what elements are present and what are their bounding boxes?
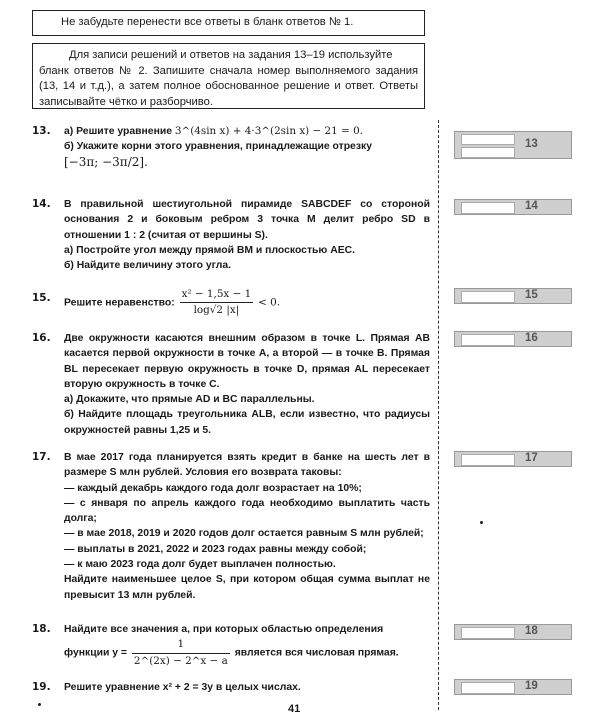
answer-box-label: 17: [525, 452, 538, 464]
answer-box-14[interactable]: [454, 199, 572, 215]
answer-box-label: 14: [525, 200, 538, 212]
answer-field[interactable]: [461, 291, 515, 303]
task-17-item: — к маю 2023 года долг будет выплачен полностью.: [64, 559, 336, 571]
answer-field[interactable]: [461, 627, 515, 639]
task-18-function-label: функции y =: [64, 647, 127, 659]
task-number: 16.: [32, 332, 51, 344]
task-18-fraction: [132, 637, 230, 669]
task-13-interval: [−3π; −3π/2].: [64, 154, 148, 169]
task-15-tail: < 0.: [258, 296, 281, 309]
task-16-part-a: а) Докажите, что прямые AD и BC параллельны.: [64, 394, 315, 406]
answer-box-18[interactable]: [454, 624, 572, 640]
task-18-tail: является вся числовая прямая.: [234, 647, 399, 659]
task-14: [32, 197, 430, 273]
task-19: [32, 680, 430, 695]
fraction-numerator: 1: [132, 637, 230, 653]
dashed-divider: [438, 120, 439, 710]
task-number: 15.: [32, 292, 51, 304]
answer-box-label: 16: [525, 332, 538, 344]
answer-box-16[interactable]: [454, 331, 572, 347]
task-number: 18.: [32, 623, 51, 635]
task-18: [32, 622, 430, 669]
answer-box-label: 18: [525, 625, 538, 637]
answer-field[interactable]: [461, 202, 515, 214]
task-number: 13.: [32, 125, 51, 137]
answer-field-2[interactable]: [461, 147, 515, 158]
task-number: 14.: [32, 198, 51, 210]
task-13-equation: 3^(4sin x) + 4·3^(2sin x) − 21 = 0.: [174, 125, 363, 137]
notice-transfer-answers: [32, 10, 425, 36]
task-17-question: Найдите наименьшее целое S, при котором общая сумма выплат не превысит 13 млн рублей.: [64, 574, 430, 601]
fraction-numerator: x² − 1,5x − 1: [180, 287, 254, 303]
task-14-text: В правильной шестиугольной пирамиде SABCDEF со стороной основания 2 и боковым ребром 3 точка M делит ребро SD в отношении 1 : 2 (считая от вершины S).: [64, 199, 430, 241]
task-13-part-a: [64, 124, 430, 139]
task-number: 17.: [32, 451, 51, 463]
task-13-a-text: а) Решите уравнение: [64, 126, 173, 137]
answer-box-17[interactable]: [454, 451, 572, 467]
task-13-part-b: б) Укажите корни этого уравнения, принадлежащие отрезку: [64, 141, 372, 153]
task-17: [32, 450, 430, 603]
answer-field[interactable]: [461, 334, 515, 346]
task-17-item: — выплаты в 2021, 2022 и 2023 годах равны между собой;: [64, 543, 367, 555]
ink-dot: [38, 703, 41, 706]
task-14-part-b: б) Найдите величину этого угла.: [64, 260, 231, 272]
answer-field[interactable]: [461, 134, 515, 145]
ink-dot: [480, 521, 483, 524]
answer-field[interactable]: [461, 454, 515, 466]
task-16-part-b: б) Найдите площадь треугольника ALB, если известно, что радиусы окружностей равны 1,25 и 5.: [64, 409, 430, 436]
task-17-item: — в мае 2018, 2019 и 2020 годов долг остается равным S млн рублей;: [64, 528, 424, 540]
notice-instructions: [32, 43, 425, 109]
answer-box-19[interactable]: [454, 679, 572, 695]
task-17-text: В мае 2017 года планируется взять кредит в банке на шесть лет в размере S млн рублей. Условия его возврата таковы:: [64, 452, 430, 479]
task-16-text: Две окружности касаются внешним образом в точке L. Прямая AB касается первой окружности в точке A, а второй — в точке B. Прямая BL пересекает первую окружность в точке D, прямая AL пересекает вторую окружность в точке C.: [64, 333, 430, 390]
fraction-denominator: 2^(2x) − 2^x − a: [133, 654, 228, 667]
task-number: 19.: [32, 681, 51, 693]
answer-box-15[interactable]: [454, 288, 572, 304]
task-17-item: — каждый декабрь каждого года долг возрастает на 10%;: [64, 482, 362, 494]
task-19-text: Решите уравнение x² + 2 = 3y в целых числах.: [64, 682, 301, 693]
task-13: [32, 124, 430, 170]
task-15: [32, 287, 430, 319]
task-15-fraction: [180, 287, 254, 319]
answer-box-label: 15: [525, 289, 538, 301]
answer-field[interactable]: [461, 682, 515, 694]
notice2-rest: бланк ответов № 2. Запишите сначала номер выполняемого задания (13, 14 и т.д.), а затем полное обоснованное решение и ответ. Ответы записывайте чётко и разборчиво.: [39, 64, 418, 108]
page-number: 41: [288, 703, 301, 715]
answer-box-label: 19: [525, 680, 538, 692]
task-16: [32, 331, 430, 438]
task-14-part-a: а) Постройте угол между прямой BM и плоскостью AEC.: [64, 244, 356, 256]
fraction-denominator: log√2 |x|: [193, 304, 240, 317]
task-15-text: Решите неравенство:: [64, 297, 175, 309]
notice2-first-line: Для записи решений и ответов на задания 13–19 используйте: [69, 49, 393, 61]
answer-box-label: 13: [525, 138, 538, 150]
answer-box-13[interactable]: [454, 131, 572, 159]
notice1-text: Не забудьте перенести все ответы в бланк ответов № 1.: [61, 16, 354, 28]
task-18-text: Найдите все значения a, при которых областью определения: [64, 624, 384, 635]
task-17-item: — с января по апрель каждого года необходимо выплатить часть долга;: [64, 497, 430, 525]
